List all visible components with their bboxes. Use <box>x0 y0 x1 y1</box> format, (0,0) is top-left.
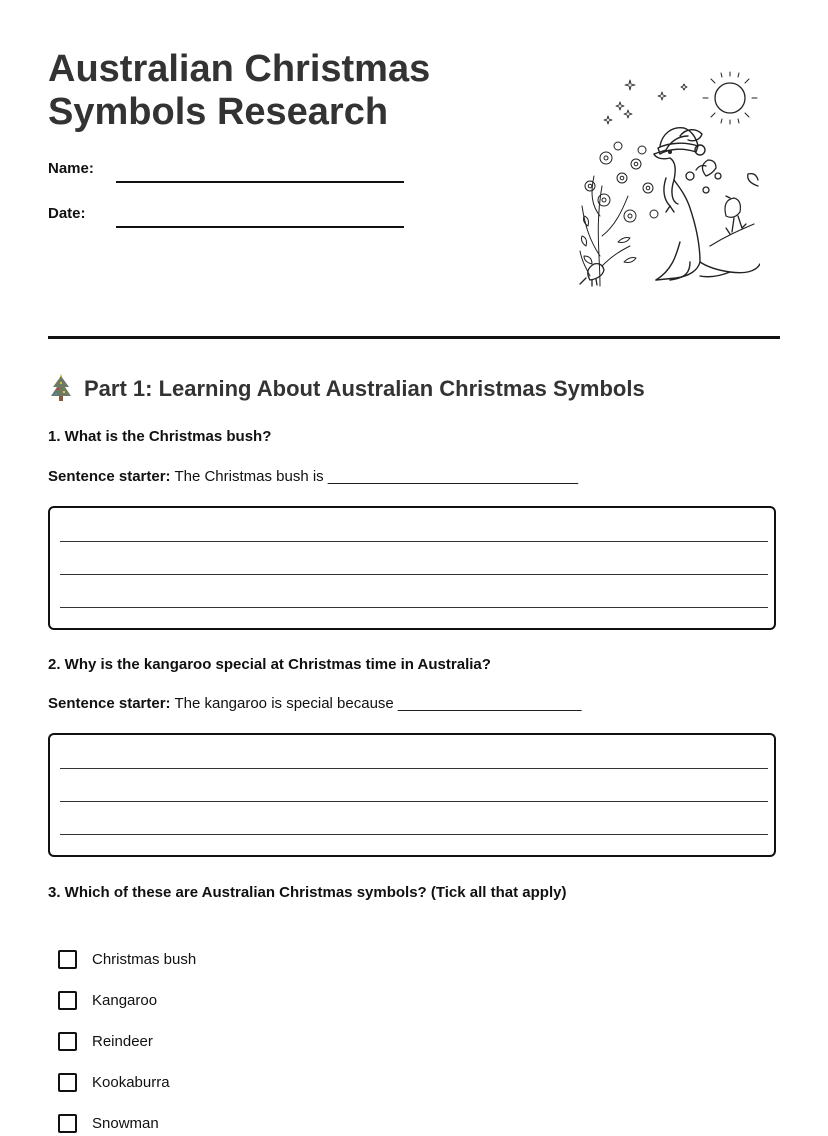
answer-line <box>60 801 768 802</box>
checklist-item[interactable] <box>58 987 157 1013</box>
checkbox-label: Kookaburra <box>92 1073 170 1091</box>
checkbox-label: Christmas bush <box>92 950 197 968</box>
name-line[interactable] <box>116 181 404 183</box>
question-2: 2. Why is the kangaroo special at Christmas time in Australia? <box>48 656 491 673</box>
checklist-item[interactable] <box>58 946 196 972</box>
worksheet-page <box>48 0 780 1132</box>
starter-label: Sentence starter: <box>48 695 171 712</box>
question-3: 3. Which of these are Australian Christmas symbols? (Tick all that apply) <box>48 884 567 901</box>
checkbox-label: Kangaroo <box>92 991 158 1009</box>
worksheet-title <box>48 48 468 134</box>
starter-text: The Christmas bush is ______________________________ <box>170 468 579 485</box>
name-label: Name: <box>48 160 94 177</box>
checkbox[interactable] <box>58 1114 77 1133</box>
part1-title: Part 1: Learning About Australian Christmas Symbols <box>84 376 645 401</box>
worksheet-header <box>48 0 780 340</box>
header-divider <box>48 336 780 339</box>
starter-label: Sentence starter: <box>48 468 171 485</box>
answer-line <box>60 607 768 608</box>
name-field[interactable] <box>48 160 408 182</box>
answer-box-1[interactable] <box>48 506 776 630</box>
part1-heading <box>48 372 645 406</box>
christmas-tree-icon <box>48 374 74 404</box>
checkbox[interactable] <box>58 1032 77 1051</box>
title-line-2: Symbols Research <box>48 91 389 133</box>
answer-box-2[interactable] <box>48 733 776 857</box>
title-line-1: Australian Christmas <box>48 48 431 90</box>
question-2-starter <box>48 695 581 712</box>
checkbox[interactable] <box>58 991 77 1010</box>
checklist-item[interactable] <box>58 1069 170 1095</box>
checkbox-label: Snowman <box>92 1114 159 1132</box>
checkbox-label: Reindeer <box>92 1032 153 1050</box>
answer-line <box>60 834 768 835</box>
date-label: Date: <box>48 205 86 222</box>
kangaroo-santa-hat-illustration <box>530 66 760 290</box>
starter-text: The kangaroo is special because ______________________ <box>170 695 582 712</box>
date-field[interactable] <box>48 205 408 227</box>
question-1-starter <box>48 468 578 485</box>
checkbox[interactable] <box>58 1073 77 1092</box>
answer-line <box>60 574 768 575</box>
question-1: 1. What is the Christmas bush? <box>48 428 272 445</box>
answer-line <box>60 768 768 769</box>
date-line[interactable] <box>116 226 404 228</box>
answer-line <box>60 541 768 542</box>
checkbox[interactable] <box>58 950 77 969</box>
checklist-item[interactable] <box>58 1028 153 1054</box>
checklist-item[interactable] <box>58 1110 159 1136</box>
